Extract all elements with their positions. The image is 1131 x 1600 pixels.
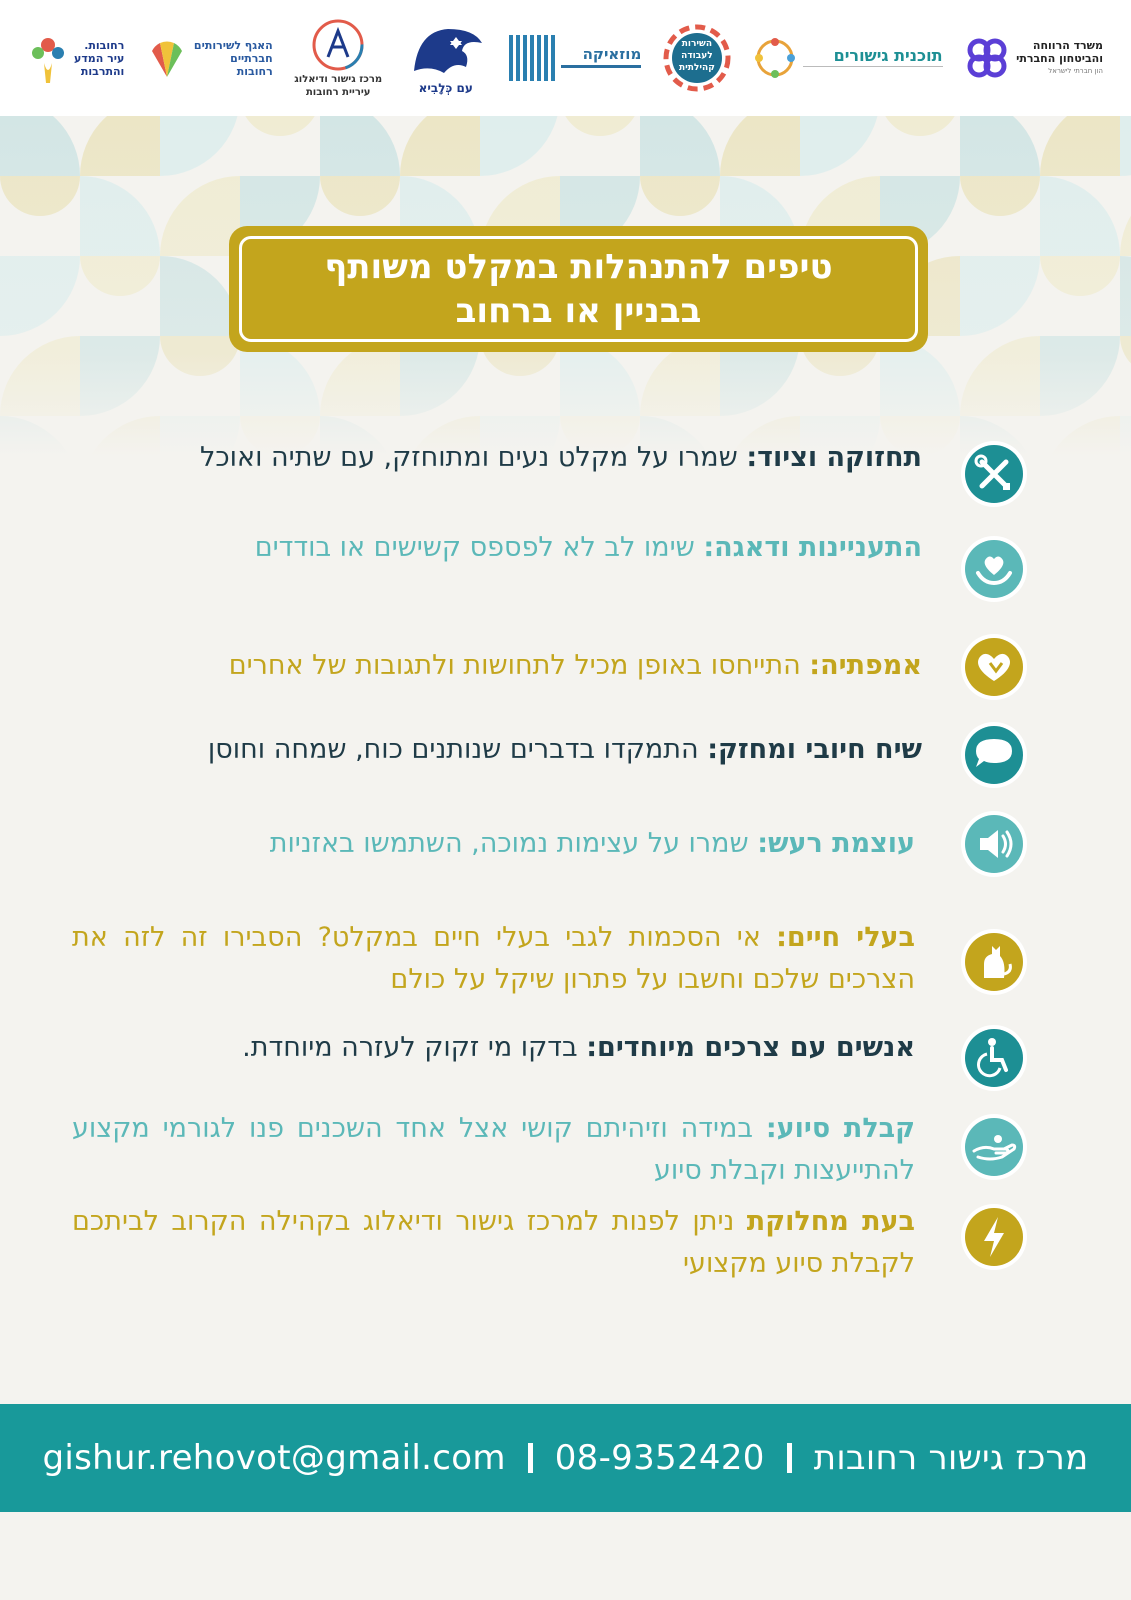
tip-heading: בעלי חיים: <box>776 922 915 953</box>
ministry-logo <box>964 35 1103 81</box>
tip-item <box>72 437 922 479</box>
mozaika-title: מוזאיקה <box>582 45 642 63</box>
mozaika-logo <box>509 35 641 81</box>
footer-org: מרכז גישור רחובות <box>813 1438 1089 1478</box>
rehovot-line3: והתרבות <box>80 64 125 78</box>
rehovot-logo <box>28 33 124 83</box>
tip-text: שמרו על עצימות נמוכה, השתמשו באזניות <box>269 828 758 859</box>
tip-text: שמרו על מקלט נעים ומתוחזק, עם שתיה ואוכל <box>200 442 747 473</box>
tip-item <box>60 729 922 771</box>
title-banner <box>229 226 928 352</box>
gishurim-circle-icon <box>753 36 797 80</box>
gishur-center-line2: עיריית רחובות <box>305 87 371 98</box>
rehovot-line2: עיר המדע <box>74 51 125 65</box>
rehovot-flower-icon <box>28 33 68 83</box>
social-services-line2: חברתיים <box>230 51 273 65</box>
tip-heading: בעת מחלוקת <box>746 1206 915 1237</box>
dog-icon <box>960 928 1028 996</box>
tip-heading: תחזוקה וציוד: <box>746 442 922 473</box>
service-line3: קהילתית <box>678 63 715 73</box>
tip-heading: קבלת סיוע: <box>765 1113 916 1144</box>
tip-heading: שיח חיובי ומחזק: <box>707 734 922 765</box>
gishur-center-logo <box>294 17 382 99</box>
tip-heading: אמפתיה: <box>809 650 922 681</box>
footer-separator <box>787 1443 792 1473</box>
mozaika-underline <box>561 65 641 68</box>
gishurim-title: תוכנית גישורים <box>833 45 943 65</box>
tip-heading: אנשים עם צרכים מיוחדים: <box>586 1032 915 1063</box>
tip-item <box>72 1027 915 1069</box>
service-line2: לעבודה <box>681 51 713 61</box>
social-services-line3: רחובות <box>236 64 273 78</box>
ministry-line1: משרד הרווחה <box>1032 38 1103 52</box>
tip-item <box>72 527 922 569</box>
lion-icon <box>404 21 488 81</box>
tip-text: בדקו מי זקוק לעזרה מיוחדת. <box>242 1032 587 1063</box>
service-logo <box>663 24 731 92</box>
wheelchair-icon <box>960 1024 1028 1092</box>
social-services-fan-icon <box>146 37 188 79</box>
speaker-icon <box>960 810 1028 878</box>
tip-item <box>72 1201 915 1285</box>
gishurim-underline <box>803 66 943 71</box>
tip-text: אי הסכמות לגבי בעלי חיים במקלט? הסבירו זה לזה את הצרכים שלכם וחשבו על פתרון שיקל על כולם <box>72 922 915 995</box>
heart-hand-icon <box>960 633 1028 701</box>
footer-email[interactable]: gishur.rehovot@gmail.com <box>42 1438 506 1478</box>
gishur-center-emblem-icon <box>310 17 366 73</box>
title-frame <box>239 236 918 342</box>
footer-separator <box>528 1443 533 1473</box>
tip-text: ניתן לפנות למרכז גישור ודיאלוג בקהילה הקרוב לביתכם לקבלת סיוע מקצועי <box>72 1206 915 1279</box>
ministry-line2: והביטחון החברתי <box>1016 51 1103 65</box>
am-kalavi-logo <box>404 21 488 95</box>
tip-heading: עוצמת רעש: <box>757 828 915 859</box>
tip-item <box>72 823 915 865</box>
speech-bubble-icon <box>960 721 1028 789</box>
footer-phone[interactable]: 08-9352420 <box>554 1438 765 1478</box>
helping-hand-icon <box>960 1113 1028 1181</box>
ministry-sub: הון חברתי לישראל <box>1048 66 1103 75</box>
mozaika-qr-icon <box>509 35 555 81</box>
tools-icon <box>960 440 1028 508</box>
footer-bar <box>0 1404 1131 1512</box>
heart-hands-icon <box>960 535 1028 603</box>
tip-heading: התעניינות ודאגה: <box>703 532 922 563</box>
logos-strip <box>0 0 1131 116</box>
service-badge <box>663 24 731 92</box>
service-line1: השירות <box>681 39 713 49</box>
tip-item <box>72 1108 915 1192</box>
social-services-line1: האגף לשירותים <box>193 38 273 52</box>
tip-text: במידה וזיהיתם קושי אצל אחד השכנים פנו לגורמי מקצוע להתייעצות וקבלת סיוע <box>72 1113 915 1186</box>
gishurim-logo <box>753 36 943 80</box>
lightning-icon <box>960 1203 1028 1271</box>
gishur-center-line1: מרכז גישור ודיאלוג <box>294 74 383 85</box>
am-kalavi-title: עם כְּלָבִיא <box>418 81 473 95</box>
tip-text: שימו לב לא לפספס קשישים או בודדים <box>254 532 704 563</box>
tip-text: התייחסו באופן מכיל לתחושות ולתגובות של אחרים <box>228 650 810 681</box>
title-line-2: בבניין או ברחוב <box>455 291 702 331</box>
tip-text: התמקדו בדברים שנותנים כוח, שמחה וחוסן <box>207 734 708 765</box>
social-services-logo <box>146 37 273 79</box>
ministry-emblem-icon <box>964 35 1010 81</box>
rehovot-line1: רחובות. <box>84 38 125 52</box>
title-line-1: טיפים להתנהלות במקלט משותף <box>324 247 833 287</box>
tip-item <box>72 645 922 687</box>
tip-item <box>72 917 915 1001</box>
